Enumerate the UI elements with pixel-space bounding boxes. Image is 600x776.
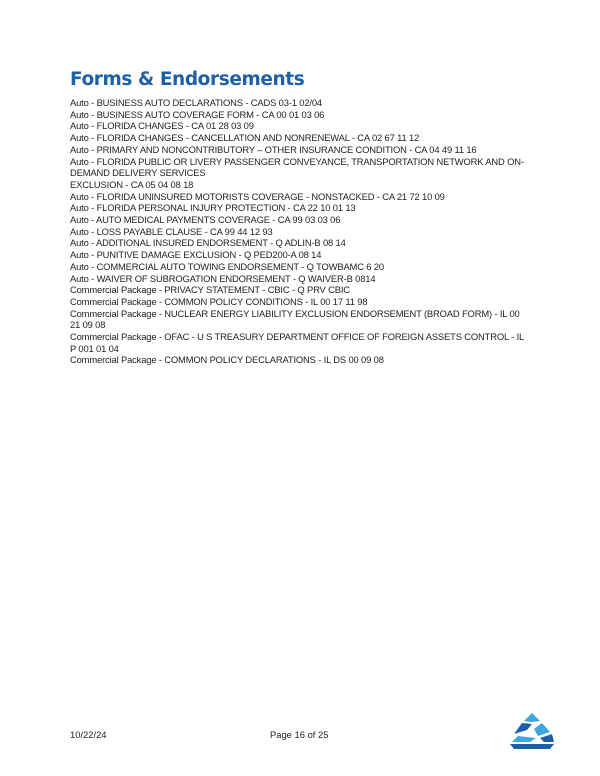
form-item: Auto - LOSS PAYABLE CLAUSE - CA 99 44 12 93	[70, 225, 273, 237]
forms-list	[70, 97, 530, 366]
logo-right-band	[534, 723, 550, 736]
logo-base-band	[510, 744, 554, 749]
form-item: Commercial Package - COMMON POLICY DECLARATIONS - IL DS 00 09 08	[70, 354, 384, 366]
footer-date: 10/22/24	[70, 729, 107, 740]
form-item: Auto - FLORIDA PUBLIC OR LIVERY PASSENGER CONVEYANCE, TRANSPORTATION NETWORK AND ON-DEMAND DELIVERY SERVICES	[70, 155, 524, 179]
page-current: 16	[294, 729, 305, 740]
form-item: Auto - FLORIDA UNINSURED MOTORISTS COVERAGE - NONSTACKED - CA 21 72 10 09	[70, 190, 445, 202]
form-item: Auto - BUSINESS AUTO COVERAGE FORM - CA 00 01 03 06	[70, 108, 325, 120]
logo-side-facet	[540, 734, 554, 742]
section-title: Forms & Endorsements	[70, 69, 305, 90]
logo-middle-band	[512, 736, 536, 742]
form-item: Auto - PUNITIVE DAMAGE EXCLUSION - Q PED200-A 08 14	[70, 249, 322, 261]
company-logo-icon	[510, 712, 554, 750]
form-item: Auto - WAIVER OF SUBROGATION ENDORSEMENT - Q WAIVER-B 0814	[70, 272, 376, 284]
page-of: of	[307, 729, 316, 740]
form-item: Commercial Package - OFAC - U S TREASURY DEPARTMENT OFFICE OF FOREIGN ASSETS CONTROL - IL P 001 01 04	[70, 331, 524, 354]
form-item: Commercial Package - COMMON POLICY CONDITIONS - IL 00 17 11 98	[70, 295, 368, 307]
form-item: Auto - ADDITIONAL INSURED ENDORSEMENT - Q ADLIN-B 08 14	[70, 237, 346, 249]
form-item: Commercial Package - NUCLEAR ENERGY LIABILITY EXCLUSION ENDORSEMENT (BROAD FORM) - IL 00 21 09 08	[70, 307, 520, 331]
form-item: Auto - FLORIDA PERSONAL INJURY PROTECTION - CA 22 10 01 13	[70, 202, 356, 214]
form-item: EXCLUSION - CA 05 04 08 18	[70, 178, 194, 190]
form-item: Commercial Package - PRIVACY STATEMENT - CBIC - Q PRV CBIC	[70, 284, 350, 296]
form-item: Auto - PRIMARY AND NONCONTRIBUTORY – OTHER INSURANCE CONDITION - CA 04 49 11 16	[70, 143, 477, 155]
form-item: Auto - AUTO MEDICAL PAYMENTS COVERAGE - CA 99 03 03 06	[70, 214, 341, 226]
logo-left-band	[514, 723, 532, 734]
page-prefix: Page	[270, 729, 292, 740]
form-item: Auto - COMMERCIAL AUTO TOWING ENDORSEMENT - Q TOWBAMC 6 20	[70, 260, 384, 272]
page-number	[270, 729, 328, 740]
form-item: Auto - BUSINESS AUTO DECLARATIONS - CADS 03-1 02/04	[70, 97, 322, 108]
form-item: Auto - FLORIDA CHANGES - CANCELLATION AND NONRENEWAL - CA 02 67 11 12	[70, 132, 420, 144]
logo-top-facet	[524, 713, 540, 722]
form-item: Auto - FLORIDA CHANGES - CA 01 28 03 09	[70, 120, 254, 132]
page-total: 25	[318, 729, 329, 740]
